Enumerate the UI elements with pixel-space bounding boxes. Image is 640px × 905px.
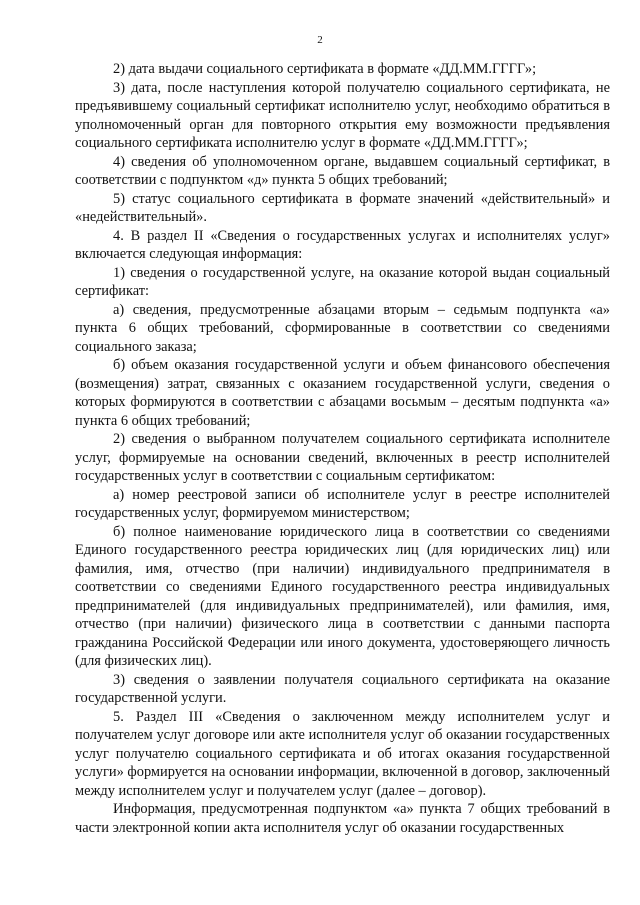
paragraph-subitem-b-provider-name: б) полное наименование юридического лица в соответствии со сведениями Единого государственного реестра юридических лиц (для юридических лиц) или фамилия, имя, отчество (при наличии) индивидуального предпринимателя в соответствии со сведениями Единого государственного реестра индивидуальных предпринимателей (для индивидуальных предпринимателей), или фамилия, имя, отчество (при наличии) физического лица в соответствии с данными паспорта гражданина Российской Федерации или иного документа, удостоверяющего личность (для физических лиц). [75,523,610,669]
paragraph-subitem-b-volume: б) объем оказания государственной услуги и объем финансового обеспечения (возмещения) затрат, связанных с оказанием государственной услуги, сведения о которых формируются в соответствии с абзацами восьмым – десятым подпункта «а» пункта 6 общих требований; [75,357,610,429]
paragraph-application-info: 3) сведения о заявлении получателя социального сертификата на оказание государственной услуги. [75,671,610,706]
paragraph-subitem-a-registry-number: а) номер реестровой записи об исполнителе услуг в реестре исполнителей государственных услуг, формируемом министерством; [75,486,610,521]
paragraph-item-4-issuing-authority: 4) сведения об уполномоченном органе, выдавшем социальный сертификат, в соответствии с подпунктом «д» пункта 5 общих требований; [75,153,610,188]
paragraph-item-3-reapply-date: 3) дата, после наступления которой получателю социального сертификата, не предъявившему социальный сертификат исполнителю услуг, необходимо обратиться в уполномоченный орган для повторного открытия ему возможности предъявления социального сертификата исполнителю услуг в формате «ДД.ММ.ГГГГ»; [75,79,610,151]
paragraph-subitem-a-service: а) сведения, предусмотренные абзацами вторым – седьмым подпункта «а» пункта 6 общих требований, сформированные в соответствии со сведениями социального заказа; [75,301,610,355]
paragraph-item-7-info: Информация, предусмотренная подпунктом «а» пункта 7 общих требований в части электронной копии акта исполнителя услуг об оказании государственных [75,801,610,836]
paragraph-item-2-issue-date: 2) дата выдачи социального сертификата в формате «ДД.ММ.ГГГГ»; [113,61,537,77]
paragraph-provider-info: 2) сведения о выбранном получателем социального сертификата исполнителе услуг, формируемые на основании сведений, включенных в реестр исполнителей государственных услуг в соответствии с социальным сертификатом: [75,431,610,484]
page-number: 2 [317,34,323,46]
paragraph-section-4-intro: 4. В раздел II «Сведения о государственных услугах и исполнителях услуг» включается следующая информация: [75,227,610,262]
paragraph-service-info: 1) сведения о государственной услуге, на оказание которой выдан социальный сертификат: [75,264,610,299]
paragraph-item-5-certificate-status: 5) статус социального сертификата в формате значений «действительный» и «недействительный». [75,190,610,225]
document-body [75,60,610,837]
paragraph-section-5-intro: 5. Раздел III «Сведения о заключенном между исполнителем услуг и получателем услуг договоре или акте исполнителя услуг об оказании государственных услуг получателю социального сертификата и об итогах оказания государственной услуги» формируется на основании информации, включенной в договор, заключенный между исполнителем услуг и получателем услуг (далее – договор). [75,708,610,799]
